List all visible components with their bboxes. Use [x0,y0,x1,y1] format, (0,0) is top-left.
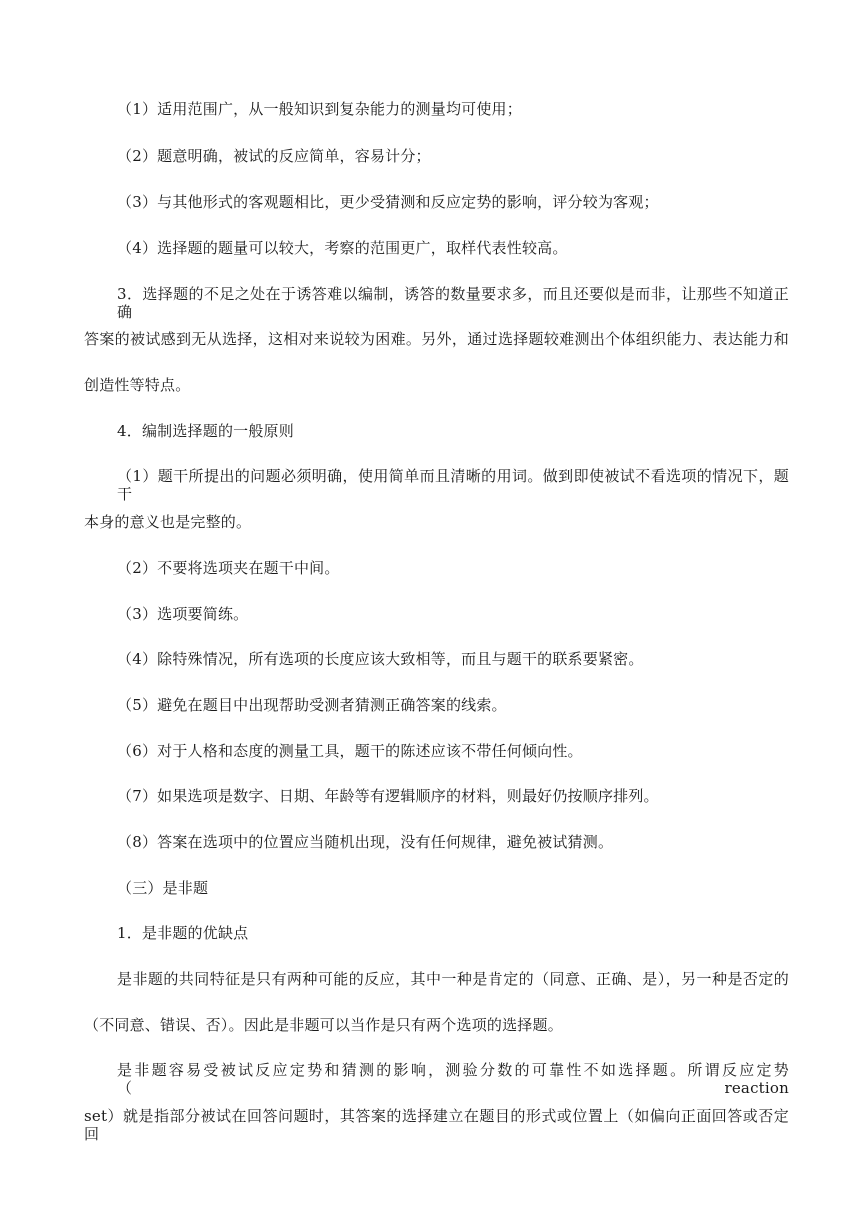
principle-7: （7）如果选项是数字、日期、年龄等有逻辑顺序的材料，则最好仍按顺序排列。 [117,787,659,805]
list-item-4: （4）选择题的题量可以较大，考察的范围更广，取样代表性较高。 [117,239,568,257]
true-false-para-1-line-1: 是非题的共同特征是只有两种可能的反应，其中一种是肯定的（同意、正确、是），另一种是否定的 [117,970,789,988]
section-heading-true-false: （三）是非题 [117,879,209,897]
principle-1-line-1: （1）题干所提出的问题必须明确，使用简单而且清晰的用词。做到即使被试不看选项的情况下，题干 [117,467,789,503]
paragraph-3-line-2: 答案的被试感到无从选择，这相对来说较为困难。另外，通过选择题较难测出个体组织能力、表达能力和 [84,330,789,348]
paragraph-3-line-1: 3．选择题的不足之处在于诱答难以编制，诱答的数量要求多，而且还要似是而非，让那些不知道正确 [117,285,789,321]
principle-4: （4）除特殊情况，所有选项的长度应该大致相等，而且与题干的联系要紧密。 [117,650,644,668]
principle-1-line-2: 本身的意义也是完整的。 [84,513,252,531]
principle-8: （8）答案在选项中的位置应当随机出现，没有任何规律，避免被试猜测。 [117,833,614,851]
principle-6: （6）对于人格和态度的测量工具，题干的陈述应该不带任何倾向性。 [117,742,583,760]
principle-2: （2）不要将选项夹在题干中间。 [117,559,340,577]
list-item-3: （3）与其他形式的客观题相比，更少受猜测和反应定势的影响，评分较为客观； [117,193,659,211]
list-item-1: （1）适用范围广，从一般知识到复杂能力的测量均可使用； [117,100,522,118]
principle-5: （5）避免在题目中出现帮助受测者猜测正确答案的线索。 [117,696,507,714]
true-false-para-1-line-2: （不同意、错误、否）。因此是非题可以当作是只有两个选项的选择题。 [84,1016,563,1034]
list-item-2: （2）题意明确，被试的反应简单，容易计分； [117,147,431,165]
section-heading-4: 4．编制选择题的一般原则 [117,422,294,440]
true-false-para-2-line-1: 是非题容易受被试反应定势和猜测的影响，测验分数的可靠性不如选择题。所谓反应定势（reaction [117,1061,789,1097]
subheading-true-false-pros-cons: 1．是非题的优缺点 [117,924,249,942]
principle-3: （3）选项要简练。 [117,605,249,623]
paragraph-3-line-3: 创造性等特点。 [84,376,191,394]
true-false-para-2-line-2: set）就是指部分被试在回答问题时，其答案的选择建立在题目的形式或位置上（如偏向正面回答或否定回 [84,1107,789,1143]
